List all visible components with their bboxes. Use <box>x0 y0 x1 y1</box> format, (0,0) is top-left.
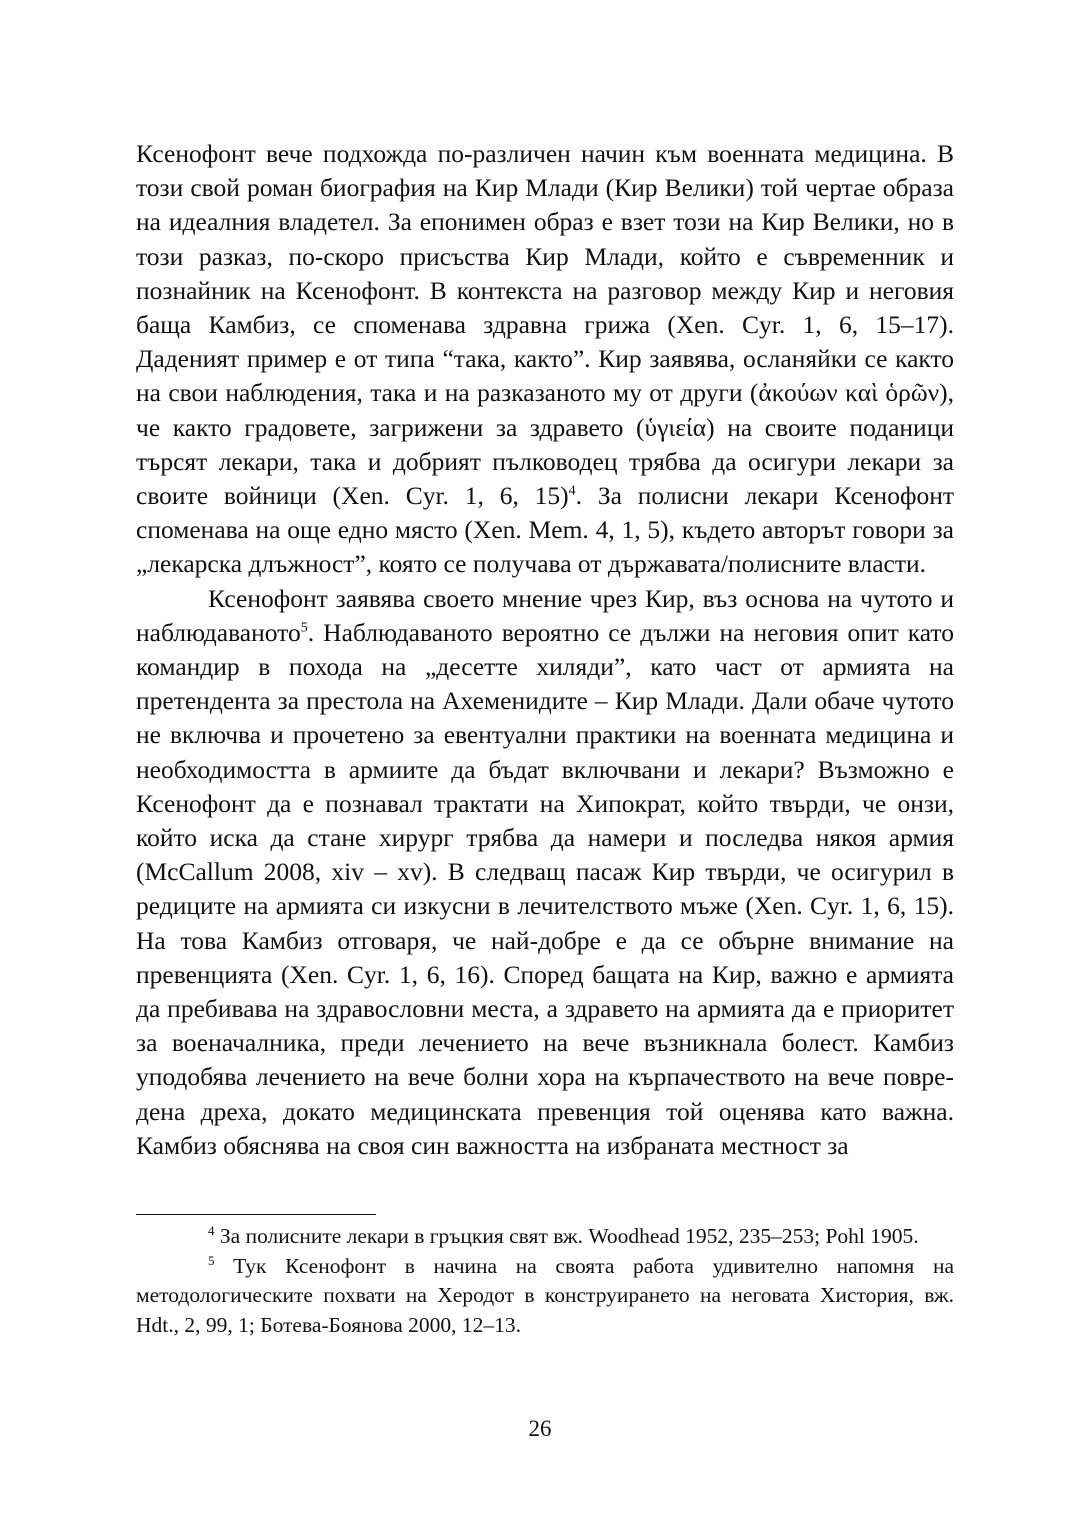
footnote-ref-5[interactable]: 5 <box>300 620 308 636</box>
paragraph-1-tail: . За полисни лекари Ксенофонт споменава на още едно място (Xen. Mem. 4, 1, 5), където авторът говори за „лекарска длъжност”, която се получава от държавата/полисните власти. <box>136 481 955 579</box>
footnote-number: 5 <box>208 1252 215 1268</box>
page-number: 26 <box>528 1416 552 1441</box>
footnote-5 <box>136 1252 954 1341</box>
footnote-4 <box>136 1222 954 1252</box>
paragraph-2 <box>136 582 954 1163</box>
paragraph-1-text: Ксенофонт вече подхожда по-различен начин към военната медицина. В този свой роман биография на Кир Млади (Кир Велики) той чертае образа на идеалния владетел. За епонимен образ е взет този на Кир Велики, но в този разказ, по-скоро присъства Кир Млади, който е съвременник и познайник на Ксенофонт. В контекста на разговор между Кир и неговия баща Камбиз, се споменава здравна грижа (Xen. Cyr. 1, 6, 15–17). Даденият пример е от типа “така, както”. Кир заявява, осланяйки се както на свои наблюдения, така и на разказаното му от други (ἀκούων καὶ ὁρῶν), че както градовете, загрижени за здравето (ὑγιεία) на своите поданици търсят лекари, така и добрият пълководец трябва да осигури лекари за своите войници (Xen. Cyr. 1, 6, 15) <box>136 139 954 511</box>
footnote-ref-4[interactable]: 4 <box>568 483 576 499</box>
paragraph-2-tail: . Наблюдаваното вероятно се дължи на неговия опит като командир в похода на „десетте хиляди”, като част от армията на претендента за престола на Ахеменидите – Кир Млади. Дали обаче чутото не включва и прочетено за евентуални практики на военната медицина и необходимостта в армиите да бъдат включвани и лекари? Възможно е Ксенофонт да е познавал трактати на Хипократ, който твърди, че онзи, който иска да стане хирург трябва да намери и последва някоя армия (McCallum 2008, xiv – xv). В следващ пасаж Кир твърди, че осигурил в редиците на армията си изкусни в лечителството мъже (Xen. Cyr. 1, 6, 15). На това Камбиз отговаря, че най-добре е да се обърне внимание на превенцията (Xen. Cyr. 1, 6, 16). Според бащата на Кир, важно е армията да пребивава на здравословни места, а здравето на армията да е приоритет за военачалника, преди лечението на вече възникнала болест. Камбиз уподобява лечението на вече болни хора на кърпачеството на вече повредена дреха, докато медицинската превенция той оценява като важна. Камбиз обяснява на своя син важността на избраната местност за <box>136 617 954 1160</box>
footnote-text: За полисните лекари в гръцкия свят вж. Woodhead 1952, 235–253; Pohl 1905. <box>214 1224 919 1248</box>
main-text <box>136 137 954 1163</box>
paragraph-2-head: Ксенофонт заявява своето мнение чрез Кир, въз основа на чутото и наблюдаваното <box>136 583 954 647</box>
footnote-text: Тук Ксенофонт в начина на своята работа удивително напомня на методологическите похвати на Херодот в конструирането на неговата Хистория, вж. Hdt., 2, 99, 1; Ботева-Боянова 2000, 12–13. <box>136 1253 954 1337</box>
footnote-separator <box>136 1214 376 1215</box>
paragraph-1 <box>136 137 954 582</box>
footnotes <box>136 1222 954 1340</box>
footnote-number: 4 <box>208 1222 215 1238</box>
